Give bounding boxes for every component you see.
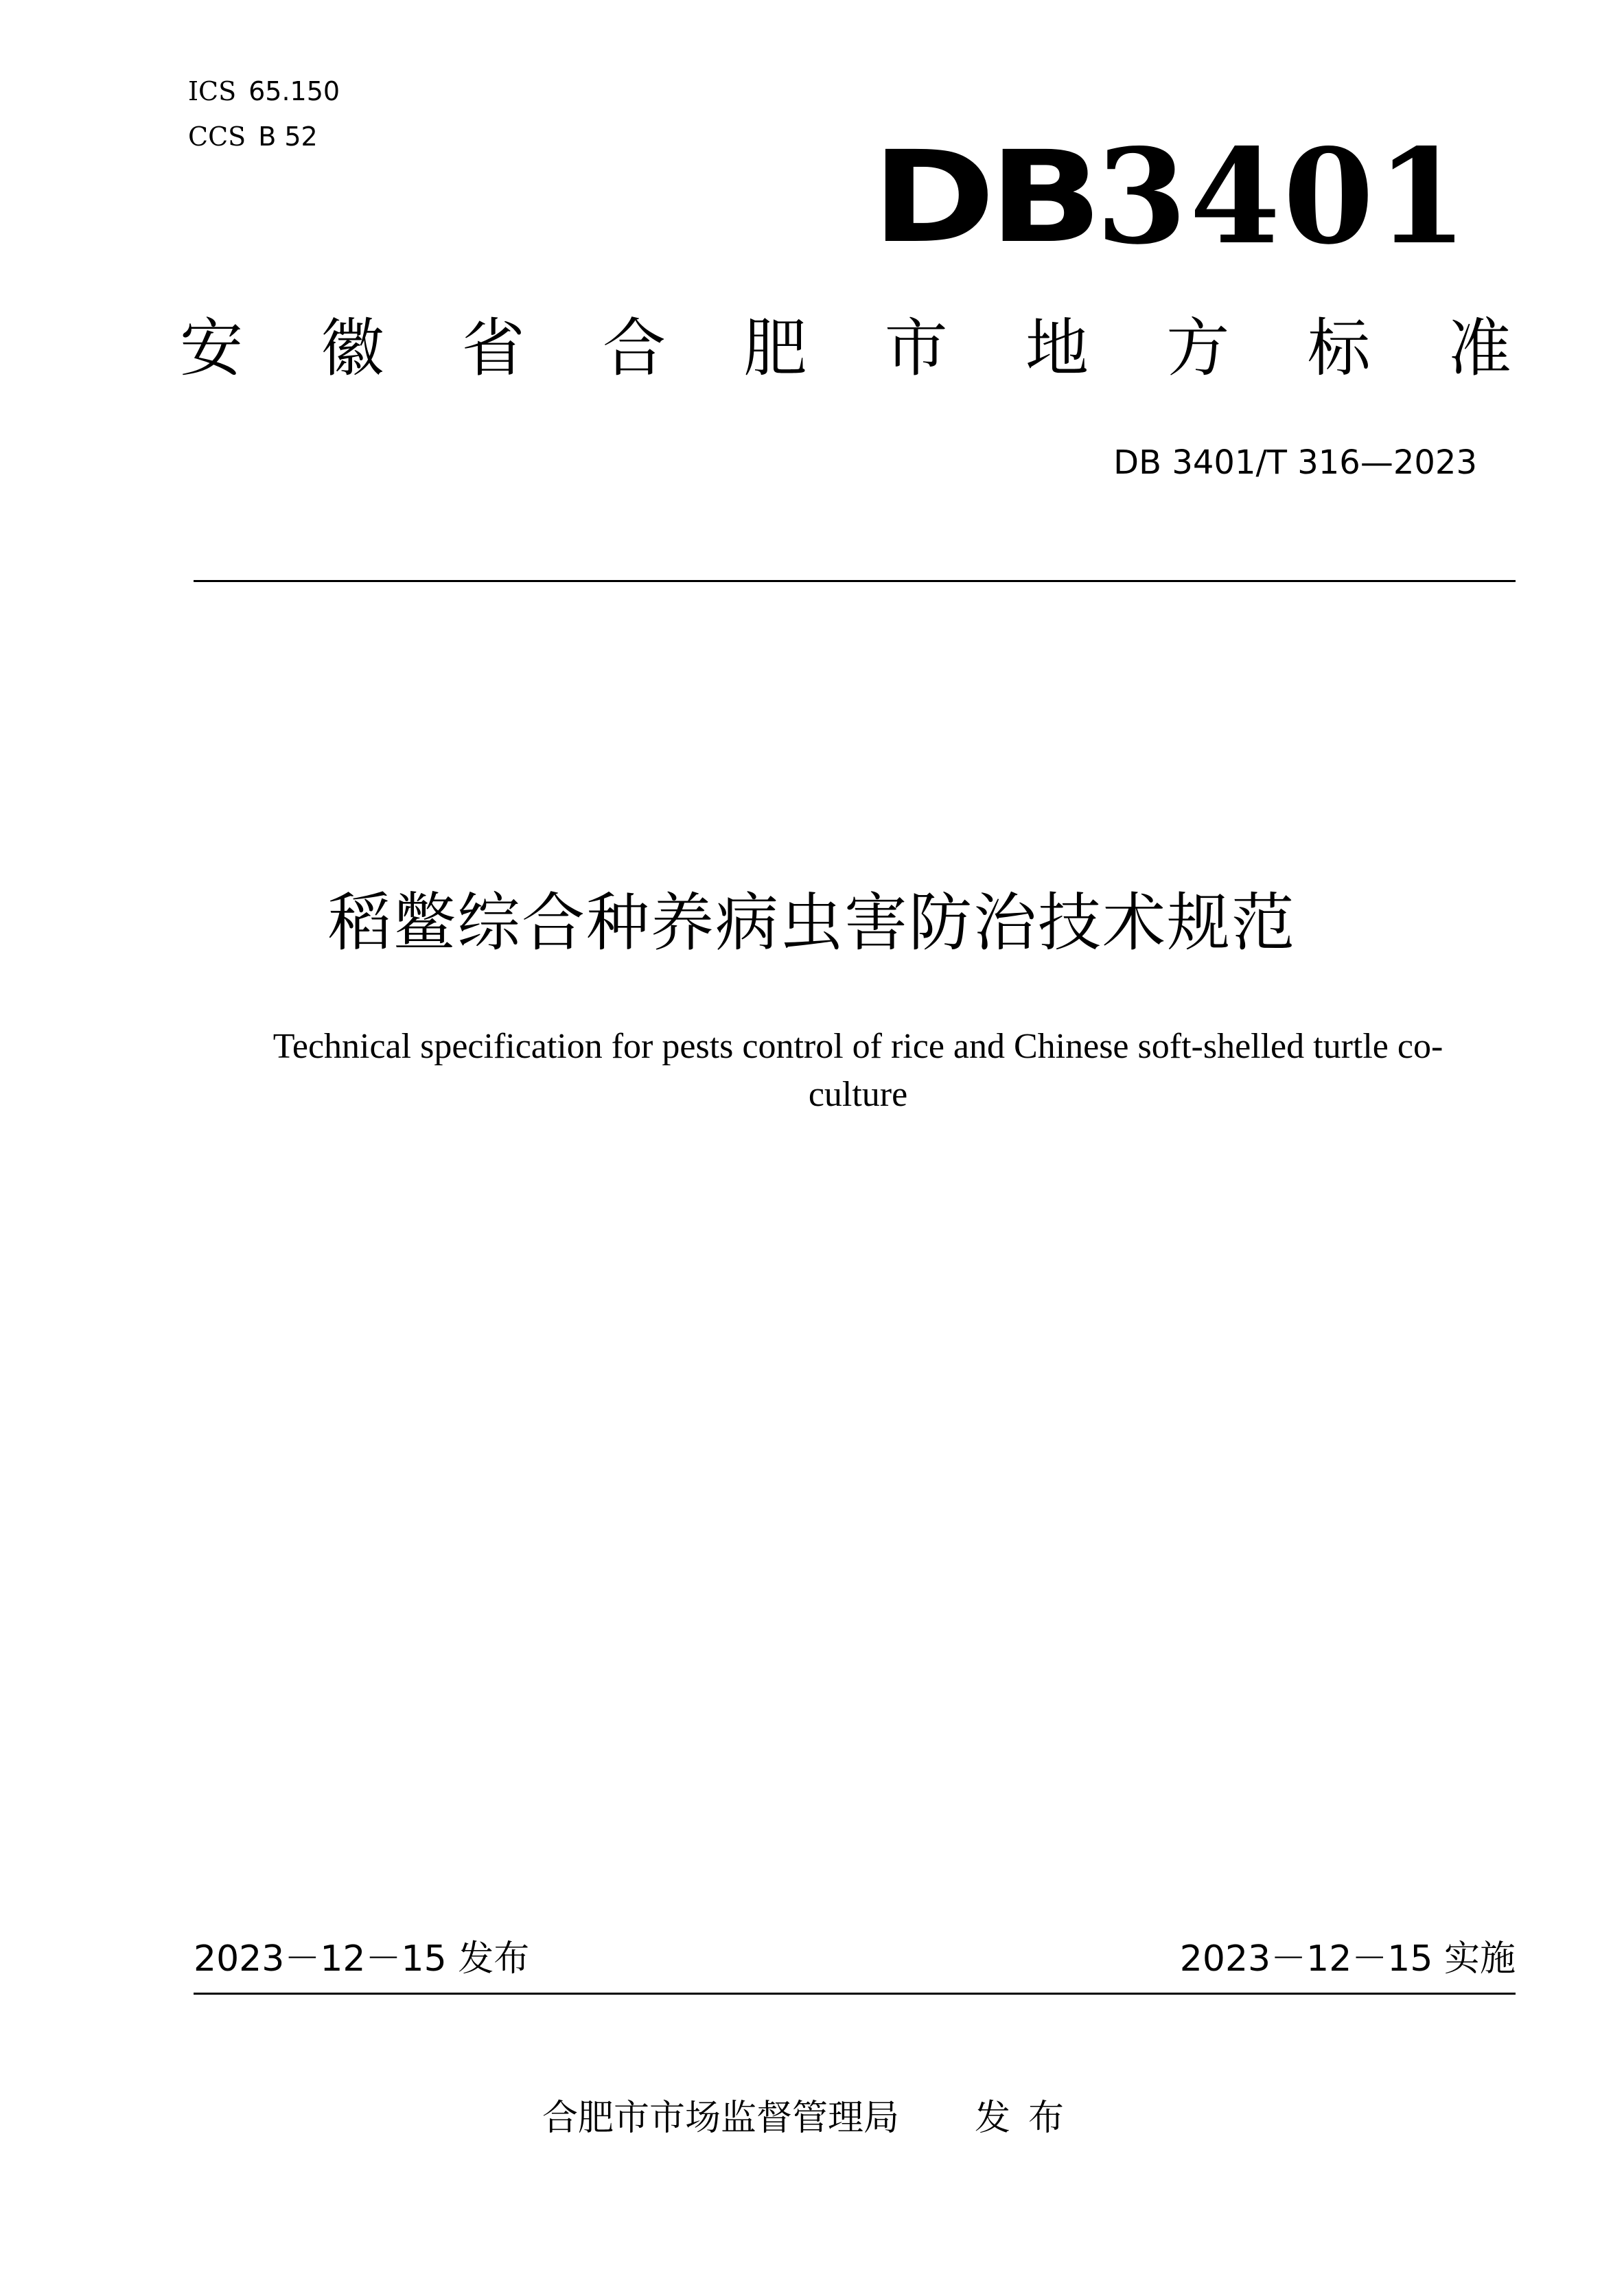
ccs-value: B 52 [258, 121, 318, 152]
issuer-organization: 合肥市市场监督管理局 [542, 2098, 899, 2139]
issuer-action: 发布 [975, 2098, 1082, 2139]
category-char: 市 [884, 312, 948, 385]
ccs-label: CCS [188, 121, 246, 152]
category-char: 准 [1448, 312, 1511, 385]
category-char: 合 [602, 312, 666, 385]
standard-mark [872, 119, 1470, 273]
category-char: 方 [1166, 312, 1230, 385]
category-char: 肥 [743, 312, 807, 385]
issue-date: 2023－12－15 发布 [194, 1938, 530, 1980]
mark-letters: DB [872, 124, 1096, 272]
category-char: 徽 [321, 312, 384, 385]
ics-code [188, 78, 340, 104]
issuer [0, 2098, 1624, 2139]
ics-value: 65.150 [248, 76, 340, 106]
ics-label: ICS [188, 76, 237, 106]
standard-category [180, 312, 1511, 385]
category-char: 地 [1025, 312, 1089, 385]
title-english-line-1: Technical specification for pests control of rice and Chinese soft-shelled turtle co- [272, 1027, 1443, 1066]
title-english-line-2: culture [808, 1075, 908, 1114]
top-divider [194, 580, 1516, 582]
bottom-divider [194, 1993, 1516, 1995]
standard-number: DB 3401/T 316—2023 [1113, 443, 1477, 482]
title-english [206, 1023, 1510, 1119]
category-char: 省 [461, 312, 525, 385]
category-char: 标 [1307, 312, 1371, 385]
mark-digits: 3401 [1095, 119, 1470, 273]
ccs-code [188, 121, 318, 152]
category-char: 安 [180, 312, 244, 385]
title-chinese: 稻鳖综合种养病虫害防治技术规范 [327, 886, 1296, 960]
implementation-date: 2023－12－15 实施 [1179, 1938, 1516, 1980]
